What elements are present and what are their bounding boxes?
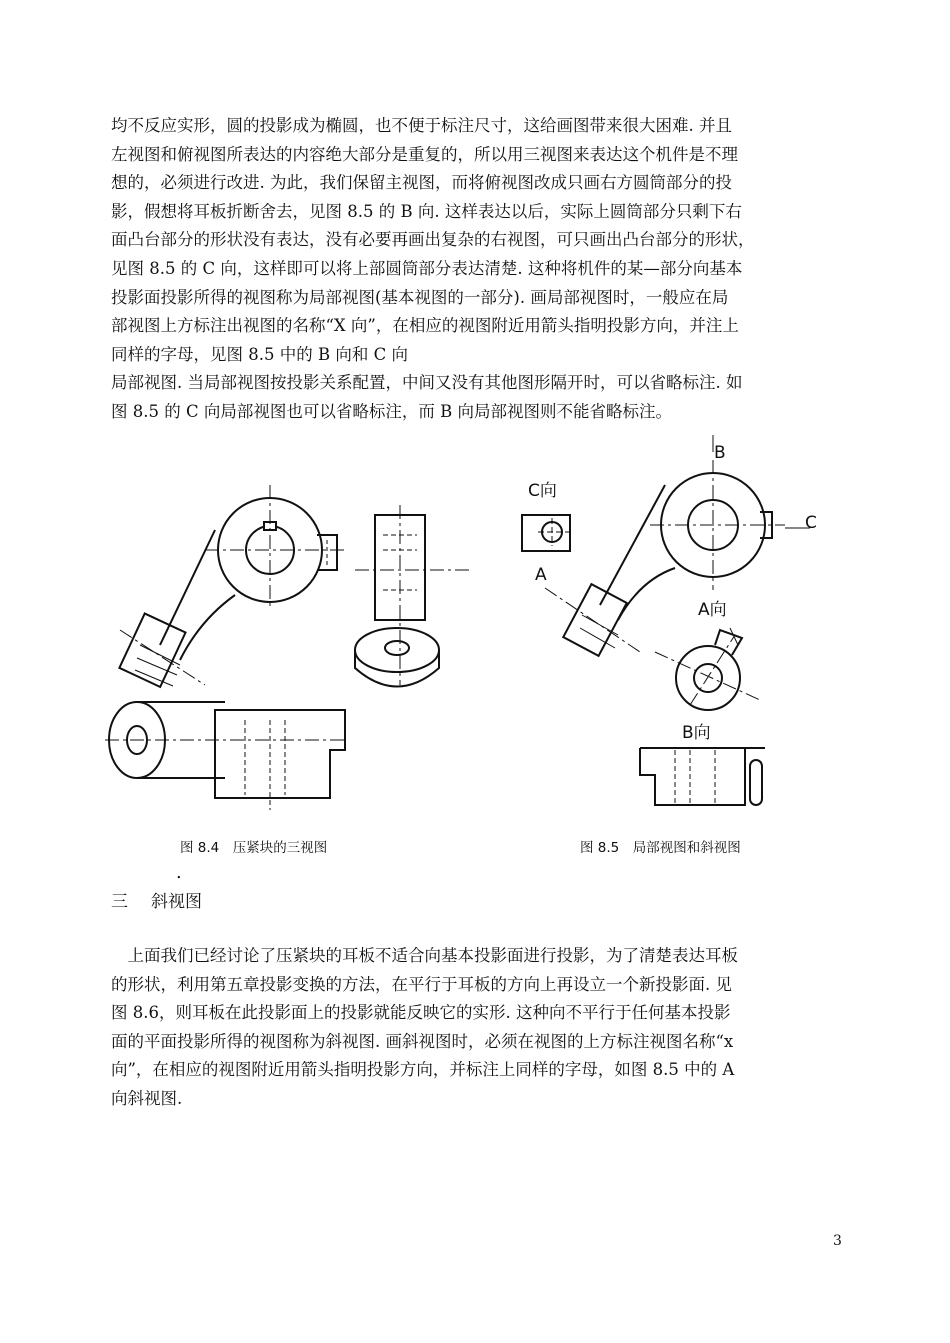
label-a-view: A向 [698,600,727,620]
label-c-arrow: C [805,513,817,533]
text-line: 面凸台部分的形状没有表达，没有必要再画出复杂的右视图，可只画出凸台部分的形状， [111,230,755,250]
text-line: 向”，在相应的视图附近用箭头指明投影方向，并标注上同样的字母，如图 8.5 中的 A [111,1060,735,1080]
text-line: 投影面投影所得的视图称为局部视图(基本视图的一部分). 画局部视图时，一般应在局 [111,287,729,307]
text-line: 上面我们已经讨论了压紧块的耳板不适合向基本投影面进行投影，为了清楚表达耳板 [111,946,738,965]
figure-8-5-drawing [500,430,845,835]
page-number: 3 [833,1233,842,1249]
section-number: 三 [111,892,128,912]
text-line: 左视图和俯视图所表达的内容绝大部分是重复的，所以用三视图来表达这个机件是不理 [111,144,738,164]
text-line: 见图 8.5 的 C 向，这样即可以将上部圆筒部分表达清楚. 这种将机件的某—部分向基本 [111,258,743,278]
paragraph-local-view [111,112,841,427]
figure-8-5-caption: 图 8.5 局部视图和斜视图 [580,840,741,856]
text-line: 局部视图. 当局部视图按投影关系配置，中间又没有其他图形隔开时，可以省略标注. 如 [111,373,743,393]
text-line: 的形状，利用第五章投影变换的方法，在平行于耳板的方向上再设立一个新投影面. 见 [111,974,732,994]
figure-8-4-caption: 图 8.4 压紧块的三视图 [180,840,328,856]
text-line: 均不反应实形，圆的投影成为椭圆，也不便于标注尺寸，这给画图带来很大困难. 并且 [111,116,732,135]
label-c-view: C向 [528,481,557,501]
text-line: 同样的字母，见图 8.5 中的 B 向和 C 向 [111,344,408,364]
label-b-arrow: B [714,443,726,463]
section-heading [111,887,202,912]
paragraph-oblique-view [111,942,841,1114]
text-line: 面的平面投影所得的视图称为斜视图. 画斜视图时，必须在视图的上方标注视图名称“x [111,1031,734,1051]
stray-dot: . [176,862,182,883]
text-line: 图 8.5 的 C 向局部视图也可以省略标注，而 B 向局部视图则不能省略标注。 [111,401,672,421]
label-a-arrow: A [535,565,547,585]
text-line: 影，假想将耳板折断舍去，见图 8.5 的 B 向. 这样表达以后，实际上圆筒部分只剩下右 [111,201,742,221]
label-b-view: B向 [682,723,711,743]
figure-8-4-drawing [105,470,485,830]
section-title: 斜视图 [151,892,202,912]
text-line: 图 8.6，则耳板在此投影面上的投影就能反映它的实形. 这种向不平行于任何基本投影 [111,1003,731,1023]
text-line: 想的，必须进行改进. 为此，我们保留主视图，而将俯视图改成只画右方圆筒部分的投 [111,173,732,193]
text-line: 部视图上方标注出视图的名称“X 向”，在相应的视图附近用箭头指明投影方向，并注上 [111,316,739,336]
text-line: 向斜视图. [111,1088,183,1108]
